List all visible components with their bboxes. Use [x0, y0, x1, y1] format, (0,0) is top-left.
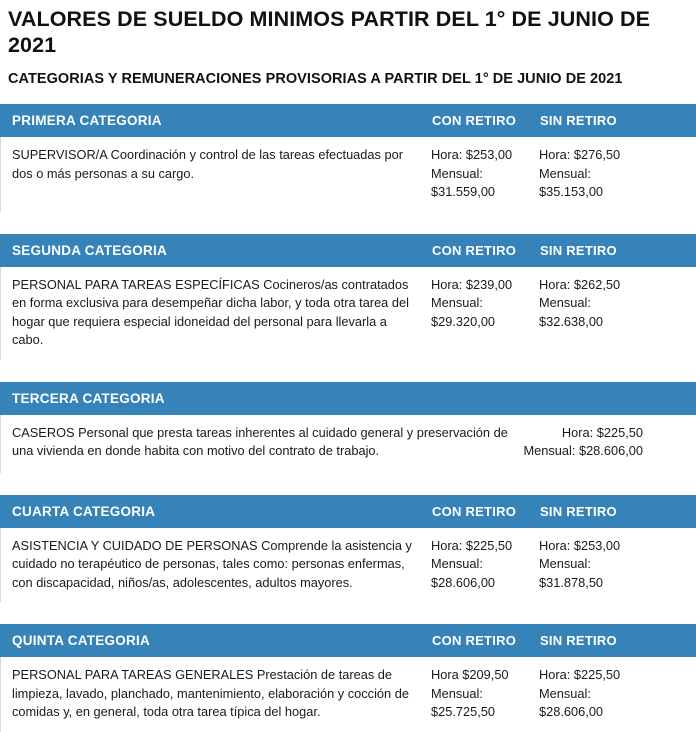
category-header-row — [0, 495, 696, 528]
value-hora: Hora: $253,00 — [539, 537, 621, 553]
category-description: PERSONAL PARA TAREAS GENERALES Prestación de tareas de limpieza, lavado, planchado, mantenimiento, elaboración y cocción de comidas y, en general, toda otra tarea típica del hogar. — [12, 667, 409, 719]
value-mensual-label: Mensual: — [539, 556, 591, 571]
column-header-con-retiro: CON RETIRO — [432, 633, 517, 648]
column-header-con-retiro: CON RETIRO — [432, 113, 517, 128]
value-hora: Hora: $239,00 — [431, 276, 513, 292]
column-header-sin-retiro: SIN RETIRO — [540, 633, 617, 648]
category-block — [0, 234, 696, 360]
value-mensual-amount: $31.559,00 — [431, 184, 496, 199]
value-mensual-label: Mensual: — [431, 295, 483, 310]
category-values-sin-retiro — [539, 276, 647, 332]
section-gap — [0, 473, 696, 495]
column-header-con-retiro: CON RETIRO — [432, 242, 517, 258]
categories-table-list — [0, 104, 696, 732]
category-description: ASISTENCIA Y CUIDADO DE PERSONAS Comprende la asistencia y cuidado no terapéutico de personas, tales como: personas enfermas, con discapacidad, niños/as, adolescentes, adultos mayores. — [12, 537, 412, 590]
category-header-row — [0, 624, 696, 657]
value-mensual-amount: $28.606,00 — [431, 574, 496, 590]
section-gap — [0, 212, 696, 234]
category-values-sin-retiro — [539, 537, 647, 593]
value-mensual-amount: $32.638,00 — [539, 313, 604, 329]
category-body-row — [0, 415, 696, 473]
section-gap — [0, 360, 696, 382]
column-header-con-retiro: CON RETIRO — [432, 503, 517, 519]
category-values-con-retiro — [431, 537, 539, 593]
category-description: CASEROS Personal que presta tareas inherentes al cuidado general y preservación de una vivienda en donde habita con motivo del contrato de trabajo. — [12, 424, 508, 458]
category-body-row — [0, 267, 696, 360]
category-block — [0, 624, 696, 732]
category-values-con-retiro — [431, 146, 539, 202]
column-header-sin-retiro: SIN RETIRO — [540, 113, 617, 128]
value-mensual-label: Mensual: — [431, 556, 483, 571]
value-hora: Hora: $262,50 — [539, 276, 621, 292]
value-mensual-label: Mensual: — [539, 165, 591, 181]
category-values-con-retiro — [431, 276, 539, 332]
value-mensual-label: Mensual: — [539, 295, 591, 310]
value-mensual-label: Mensual: — [431, 165, 483, 181]
value-hora: Hora: $253,00 — [431, 147, 513, 162]
value-hora: Hora: $225,50 — [561, 424, 643, 440]
category-header-row — [0, 382, 696, 415]
category-name: PRIMERA CATEGORIA — [12, 113, 162, 128]
page-subtitle: CATEGORIAS Y REMUNERACIONES PROVISORIAS A PARTIR DEL 1° DE JUNIO DE 2021 — [8, 71, 623, 87]
category-body-row — [0, 137, 696, 212]
value-mensual-label: Mensual: — [539, 685, 591, 701]
page-title: VALORES DE SUELDO MINIMOS PARTIR DEL 1° DE JUNIO DE 2021 — [8, 7, 651, 57]
category-block — [0, 495, 696, 603]
category-header-row — [0, 234, 696, 267]
category-name: SEGUNDA CATEGORIA — [12, 242, 168, 258]
category-body-row — [0, 657, 696, 732]
column-header-sin-retiro: SIN RETIRO — [540, 242, 617, 258]
category-header-row — [0, 104, 696, 137]
value-mensual-amount: $28.606,00 — [539, 704, 604, 719]
value-mensual-label: Mensual: — [431, 685, 483, 701]
value-hora: Hora: $225,50 — [431, 537, 513, 553]
category-values-sin-retiro — [539, 146, 647, 202]
category-description: PERSONAL PARA TAREAS ESPECÍFICAS Cocineros/as contratados en forma exclusiva para desempeñar dicha labor, y toda otra tarea del hogar que requiera especial idoneidad del personal para llevarla a cabo. — [12, 276, 409, 347]
value-mensual: Mensual: $28.606,00 — [523, 443, 643, 458]
category-name: QUINTA CATEGORIA — [12, 633, 150, 648]
value-mensual-amount: $35.153,00 — [539, 184, 604, 199]
value-hora: Hora: $276,50 — [539, 147, 621, 162]
column-header-sin-retiro: SIN RETIRO — [540, 503, 617, 519]
value-mensual-amount: $31.878,50 — [539, 574, 604, 590]
value-hora: Hora $209,50 — [431, 667, 509, 682]
value-hora: Hora: $225,50 — [539, 667, 621, 682]
category-block — [0, 104, 696, 212]
section-gap — [0, 602, 696, 624]
category-description: SUPERVISOR/A Coordinación y control de las tareas efectuadas por dos o más personas a su cargo. — [12, 147, 403, 181]
category-values-merged — [523, 424, 695, 461]
category-name: CUARTA CATEGORIA — [12, 503, 156, 519]
category-block — [0, 382, 696, 473]
category-body-row — [0, 528, 696, 603]
value-mensual-amount: $29.320,00 — [431, 313, 496, 329]
category-name: TERCERA CATEGORIA — [12, 390, 165, 406]
value-mensual-amount: $25.725,50 — [431, 704, 496, 719]
